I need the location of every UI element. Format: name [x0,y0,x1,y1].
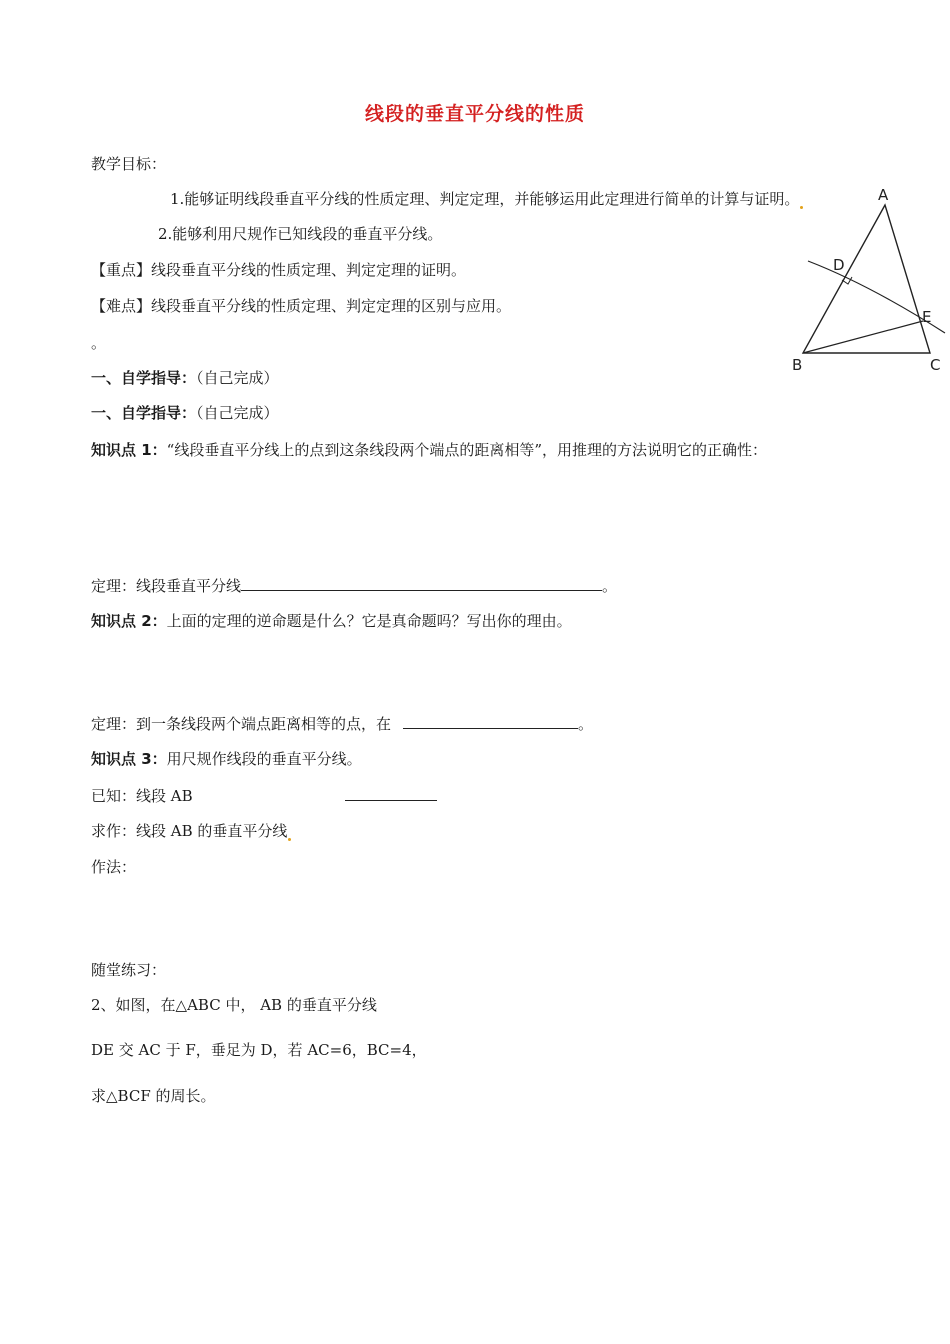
stray-mark: 。 [91,334,107,352]
theorem-1 [91,576,617,596]
section-1-heading-repeat [91,403,279,423]
triangle-abc [803,205,930,353]
label-c: C [930,356,941,374]
section-1-heading [91,368,279,388]
difficult-point: 【难点】线段垂直平分线的性质定理、判定定理的区别与应用。 [91,297,512,315]
kp2-text: 上面的定理的逆命题是什么？它是真命题吗？写出你的理由。 [166,612,572,630]
kp1-label: 知识点 1： [91,441,167,459]
key-point: 【重点】线段垂直平分线的性质定理、判定定理的证明。 [91,261,467,279]
method-label: 作法： [91,858,137,876]
annotation-mark-2 [288,838,291,841]
label-d: D [833,256,845,274]
goal-1 [170,189,804,209]
label-a: A [878,186,889,204]
find-line [91,821,292,841]
page-title: 线段的垂直平分线的性质 [364,103,585,125]
label-e: E [922,308,932,326]
theorem-2 [91,714,593,734]
knowledge-point-3 [91,749,362,769]
theorem-1-blank[interactable] [241,576,602,591]
exercise-2-line-2: DE 交 AC 于 F，垂足为 D，若 AC=6，BC=4， [91,1041,427,1059]
given-line: 已知：线段 AB [91,787,193,805]
kp3-text: 用尺规作线段的垂直平分线。 [166,750,362,768]
segment-be [803,321,923,353]
theorem-2-end: 。 [578,715,594,733]
label-b: B [792,356,803,374]
theorem-1-text: 定理：线段垂直平分线 [91,577,242,595]
goals-label: 教学目标： [91,155,167,173]
kp2-label: 知识点 2： [91,612,167,630]
theorem-2-text: 定理：到一条线段两个端点距离相等的点，在 [91,715,392,733]
section-1-note-repeat: （自己完成） [196,404,279,422]
practice-label: 随堂练习： [91,961,167,979]
kp1-text: “线段垂直平分线上的点到这条线段两个端点的距离相等”，用推理的方法说明它的正确性： [166,441,768,459]
theorem-2-blank[interactable] [403,714,578,729]
triangle-figure [780,185,950,380]
exercise-2-line-3: 求△BCF 的周长。 [91,1087,216,1105]
knowledge-point-2 [91,611,572,631]
theorem-1-end: 。 [602,577,618,595]
exercise-2-line-1: 2、如图，在△ABC 中， AB 的垂直平分线 [91,996,377,1014]
segment-ab-drawing [345,800,437,801]
section-1-note: （自己完成） [196,369,279,387]
section-1-label-repeat: 一、自学指导： [91,404,197,422]
kp3-label: 知识点 3： [91,750,167,768]
knowledge-point-1 [91,440,767,460]
goal-2: 2.能够利用尺规作已知线段的垂直平分线。 [158,225,443,243]
find-text: 求作：线段 AB 的垂直平分线 [91,822,288,840]
section-1-label: 一、自学指导： [91,369,197,387]
goal-1-text: 1.能够证明线段垂直平分线的性质定理、判定定理，并能够运用此定理进行简单的计算与证明。 [170,190,800,208]
